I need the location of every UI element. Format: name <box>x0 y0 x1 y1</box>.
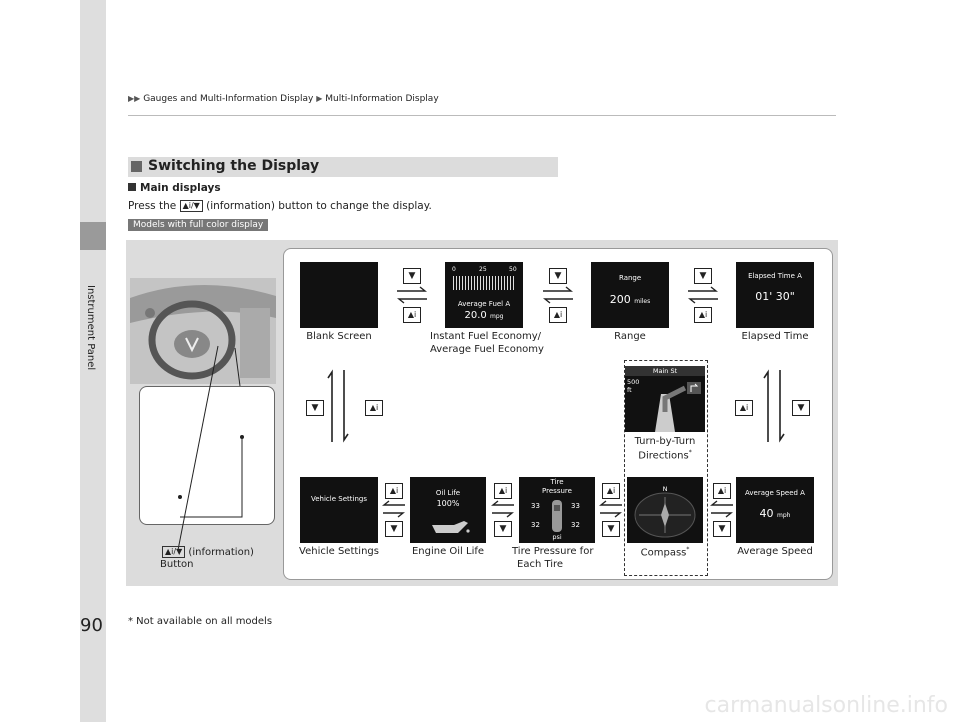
label-blank: Blank Screen <box>306 331 372 342</box>
subheading-text: Main displays <box>140 182 221 194</box>
label-compass: Compass* <box>640 546 690 559</box>
avg-speed-title: Average Speed A <box>745 489 805 497</box>
oil-life-title: Oil Life <box>435 489 461 497</box>
label-tire2: Each Tire <box>517 559 564 570</box>
label-average-speed: Average Speed <box>737 546 813 557</box>
screen-range <box>591 262 669 328</box>
range-title: Range <box>619 274 642 282</box>
callout-line1: (information) <box>188 547 254 558</box>
car-top-icon <box>549 499 565 533</box>
screen-vehicle-settings <box>300 477 378 543</box>
info-up-button-icon: ▲i <box>694 307 712 323</box>
label-oil-life: Engine Oil Life <box>411 546 485 557</box>
fuel-bar-gauge <box>453 276 515 290</box>
fuel-value: 20.0 mpg <box>464 310 504 321</box>
header-rule <box>128 115 836 116</box>
vehicle-settings-title: Vehicle Settings <box>311 495 367 503</box>
model-badge: Models with full color display <box>128 219 268 231</box>
turn-street: Main St <box>652 367 678 375</box>
info-up-button-icon: ▲i <box>403 307 421 323</box>
label-tire1: Tire Pressure for <box>512 546 594 557</box>
chapter-tab <box>80 222 106 250</box>
callout-line2: Button <box>160 559 194 570</box>
screen-average-speed <box>736 477 814 543</box>
breadcrumb-item-gauges[interactable]: Gauges and Multi-Information Display <box>143 94 314 104</box>
swap-arrows-icon <box>541 286 575 304</box>
breadcrumb-arrow-icon: ▶ <box>316 94 323 103</box>
swap-arrows-icon <box>598 500 624 518</box>
tire-rear-right: 32 <box>571 521 580 529</box>
fuel-tick-25: 25 <box>479 266 487 273</box>
turn-distance: 500 ft <box>627 378 640 394</box>
oil-life-value: 100% <box>436 499 460 508</box>
label-instant1: Instant Fuel Economy/ <box>430 331 542 342</box>
screen-blank <box>300 262 378 328</box>
label-range: Range <box>614 331 646 342</box>
label-elapsed: Elapsed Time <box>741 331 809 342</box>
info-up-button-icon: ▲i <box>602 483 620 499</box>
avg-speed-value: 40 mph <box>759 507 791 520</box>
info-up-button-icon: ▲i <box>735 400 753 416</box>
info-up-button-icon: ▲i <box>365 400 383 416</box>
breadcrumb-item-mid[interactable]: Multi-Information Display <box>325 94 439 104</box>
callout-label <box>162 546 254 558</box>
breadcrumb-arrow-icon: ▶▶ <box>128 94 141 103</box>
screen-turn-by-turn <box>625 366 705 432</box>
section-header <box>128 157 558 177</box>
down-button-icon: ▼ <box>713 521 731 537</box>
elapsed-value: 01' 30" <box>755 290 795 303</box>
oil-can-icon <box>428 517 472 537</box>
swap-arrows-icon <box>686 286 720 304</box>
swap-arrows-icon <box>709 500 735 518</box>
range-value: 200 miles <box>609 293 651 306</box>
info-up-button-icon: ▲i <box>713 483 731 499</box>
screen-tire-pressure <box>519 477 595 543</box>
info-up-button-icon: ▲i <box>494 483 512 499</box>
tire-title-2: Pressure <box>542 487 572 495</box>
tire-front-left: 33 <box>531 502 540 510</box>
tire-front-right: 33 <box>571 502 580 510</box>
down-button-icon: ▼ <box>385 521 403 537</box>
instruction-text <box>128 200 432 212</box>
down-button-icon: ▼ <box>494 521 512 537</box>
info-button-icon: ▲i/▼ <box>162 546 185 558</box>
screen-compass <box>627 477 703 543</box>
fuel-tick-0: 0 <box>452 266 456 273</box>
screen-oil-life <box>410 477 486 543</box>
instruction-suffix: (information) button to change the display. <box>206 200 432 212</box>
label-turn2: Directions* <box>638 449 692 462</box>
label-vehicle-settings: Vehicle Settings <box>299 546 379 557</box>
watermark: carmanualsonline.info <box>704 693 948 718</box>
tire-unit: psi <box>552 533 562 541</box>
bullet-square-icon <box>128 183 136 191</box>
turn-map-icon <box>625 376 705 432</box>
section-title: Switching the Display <box>148 158 320 174</box>
screen-instant-fuel <box>445 262 523 328</box>
elapsed-title: Elapsed Time A <box>748 272 802 280</box>
callout-leader-lines <box>130 290 280 590</box>
down-button-icon: ▼ <box>602 521 620 537</box>
swap-arrows-icon <box>490 500 516 518</box>
screen-elapsed <box>736 262 814 328</box>
down-button-icon: ▼ <box>549 268 567 284</box>
info-up-button-icon: ▲i <box>549 307 567 323</box>
breadcrumb <box>128 94 439 104</box>
fuel-title: Average Fuel A <box>457 300 511 308</box>
footnote: * Not available on all models <box>128 616 273 627</box>
swap-arrows-icon <box>395 286 429 304</box>
swap-arrows-icon <box>381 500 407 518</box>
tire-title-1: Tire <box>550 478 564 486</box>
down-button-icon: ▼ <box>694 268 712 284</box>
vertical-swap-arrows-icon <box>327 368 349 444</box>
info-button-icon: ▲i/▼ <box>180 200 203 212</box>
subheading <box>128 182 221 194</box>
section-square-icon <box>131 161 142 172</box>
instruction-prefix: Press the <box>128 200 177 212</box>
label-instant2: Average Fuel Economy <box>430 344 544 355</box>
down-button-icon: ▼ <box>403 268 421 284</box>
page-number: 90 <box>80 615 103 636</box>
chapter-label: Instrument Panel <box>85 285 96 371</box>
down-button-icon: ▼ <box>792 400 810 416</box>
tire-rear-left: 32 <box>531 521 540 529</box>
fuel-tick-50: 50 <box>509 266 517 273</box>
label-turn1: Turn-by-Turn <box>634 436 696 447</box>
vertical-swap-arrows-icon <box>763 368 785 444</box>
info-up-button-icon: ▲i <box>385 483 403 499</box>
compass-north: N <box>662 485 668 493</box>
down-button-icon: ▼ <box>306 400 324 416</box>
